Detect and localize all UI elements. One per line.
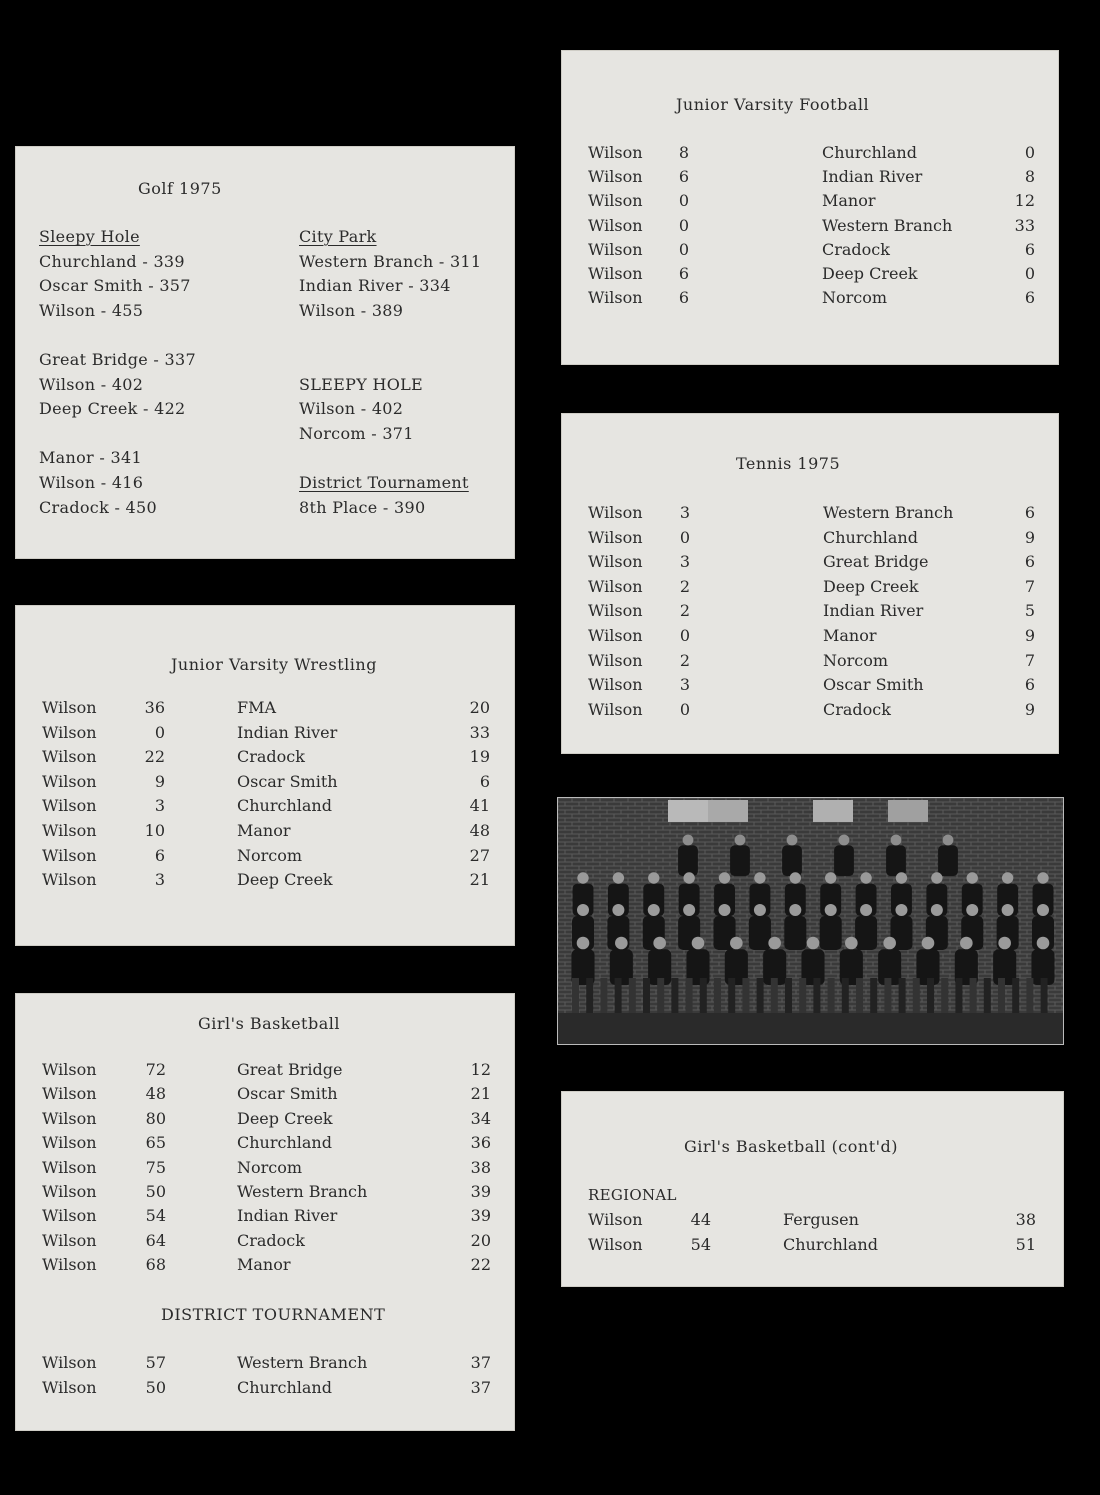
team-name: Wilson: [588, 675, 643, 695]
golf-score-line: Oscar Smith - 357: [39, 276, 191, 296]
team-score: 6: [678, 264, 689, 283]
team-score: 75: [145, 1157, 166, 1177]
result-row: [562, 216, 1058, 240]
team-score: 2: [679, 601, 690, 621]
result-row: [16, 870, 514, 894]
opponent-score: 39: [470, 1182, 491, 1201]
team-score: 3: [154, 796, 165, 816]
opponent-name: Western Branch: [237, 1182, 368, 1201]
result-row: [16, 1060, 514, 1084]
opponent-score: 37: [470, 1377, 491, 1397]
result-row: [16, 1206, 514, 1230]
opponent-name: Indian River: [822, 167, 923, 187]
golf-score-line: Wilson - 455: [39, 300, 144, 320]
team-name: Wilson: [42, 1182, 97, 1201]
team-score: 3: [679, 552, 690, 572]
team-name: Wilson: [42, 747, 97, 767]
team-name: Wilson: [588, 576, 643, 596]
opponent-name: Great Bridge: [823, 552, 929, 572]
team-name: Wilson: [588, 215, 643, 235]
team-score: 10: [144, 821, 165, 840]
opponent-name: Indian River: [823, 601, 924, 621]
opponent-name: Manor: [823, 626, 877, 645]
opponent-name: Western Branch: [822, 215, 953, 235]
result-row: [16, 1158, 514, 1182]
golf-score-line: Churchland - 339: [39, 251, 185, 271]
team-name: Wilson: [42, 698, 97, 717]
golf-course-heading: City Park: [299, 227, 377, 246]
team-name: Wilson: [42, 1060, 97, 1079]
team-name: Wilson: [588, 288, 643, 308]
golf-score-line: Wilson - 402: [299, 399, 404, 419]
opponent-score: 9: [1024, 626, 1035, 645]
team-score: 0: [154, 722, 165, 742]
team-score: 50: [145, 1182, 166, 1201]
regional-heading: REGIONAL: [588, 1186, 677, 1204]
golf-score-line: Indian River - 334: [299, 276, 451, 296]
opponent-score: 6: [1024, 552, 1035, 572]
team-score: 22: [144, 747, 165, 767]
golf-score-line: Cradock - 450: [39, 497, 157, 517]
team-score: 3: [679, 675, 690, 695]
opponent-name: Cradock: [237, 1230, 305, 1250]
team-name: Wilson: [42, 1377, 97, 1397]
opponent-name: Churchland: [822, 143, 917, 162]
team-score: 72: [145, 1060, 166, 1079]
team-name: Wilson: [588, 191, 643, 211]
opponent-name: Deep Creek: [237, 1108, 333, 1128]
team-name: Wilson: [588, 552, 643, 572]
opponent-name: Oscar Smith: [237, 771, 338, 791]
golf-score-line: Norcom - 371: [299, 423, 414, 443]
team-name: Wilson: [42, 870, 97, 890]
opponent-score: 6: [1024, 503, 1035, 522]
team-score: 54: [690, 1234, 711, 1254]
golf-score-line: Manor - 341: [39, 448, 142, 468]
opponent-score: 12: [470, 1060, 491, 1079]
golf-score-line: 8th Place - 390: [299, 497, 426, 517]
result-row: [562, 191, 1058, 215]
girls-basketball-title: Girl's Basketball: [198, 1014, 340, 1033]
opponent-name: Fergusen: [783, 1210, 859, 1229]
result-row: [562, 288, 1058, 312]
opponent-name: Indian River: [237, 1206, 338, 1226]
result-row: [562, 1235, 1063, 1259]
team-photograph: [557, 797, 1064, 1045]
golf-card: [15, 146, 515, 559]
opponent-score: 9: [1024, 527, 1035, 547]
team-name: Wilson: [588, 239, 643, 259]
opponent-name: Deep Creek: [823, 576, 919, 596]
opponent-name: Western Branch: [237, 1353, 368, 1372]
girls-basketball-card: [15, 993, 515, 1431]
team-name: Wilson: [588, 264, 643, 283]
team-score: 3: [679, 503, 690, 522]
result-row: [16, 1133, 514, 1157]
result-row: [562, 1210, 1063, 1234]
result-row: [16, 1231, 514, 1255]
jv-wrestling-title: Junior Varsity Wrestling: [171, 655, 377, 674]
team-score: 9: [154, 771, 165, 791]
team-name: Wilson: [42, 845, 97, 865]
result-row: [16, 821, 514, 845]
team-score: 2: [679, 650, 690, 670]
team-score: 65: [145, 1133, 166, 1153]
opponent-name: Churchland: [237, 1377, 332, 1397]
opponent-score: 51: [1015, 1234, 1036, 1254]
team-name: Wilson: [42, 1255, 97, 1275]
team-name: Wilson: [42, 1157, 97, 1177]
team-name: Wilson: [42, 722, 97, 742]
result-row: [16, 846, 514, 870]
team-name: Wilson: [42, 1084, 97, 1104]
golf-score-line: Wilson - 402: [39, 374, 144, 394]
team-score: 0: [678, 215, 689, 235]
opponent-name: Oscar Smith: [237, 1084, 338, 1104]
team-score: 0: [678, 191, 689, 211]
golf-score-line: Wilson - 416: [39, 473, 144, 492]
team-name: Wilson: [42, 1206, 97, 1226]
result-row: [16, 1378, 514, 1402]
result-row: [16, 698, 514, 722]
team-score: 6: [154, 845, 165, 865]
opponent-score: 9: [1024, 699, 1035, 719]
opponent-name: Deep Creek: [822, 264, 918, 283]
opponent-name: Churchland: [823, 527, 918, 547]
opponent-score: 7: [1024, 576, 1035, 596]
team-name: Wilson: [42, 1230, 97, 1250]
team-score: 6: [678, 167, 689, 187]
opponent-name: Manor: [822, 191, 876, 211]
team-name: Wilson: [588, 626, 643, 645]
result-row: [562, 503, 1058, 527]
opponent-score: 8: [1024, 167, 1035, 187]
opponent-score: 0: [1024, 143, 1035, 162]
tennis-card: [561, 413, 1059, 754]
result-row: [16, 772, 514, 796]
result-row: [562, 552, 1058, 576]
team-score: 3: [154, 870, 165, 890]
result-row: [562, 700, 1058, 724]
golf-score-line: SLEEPY HOLE: [299, 374, 424, 394]
opponent-score: 27: [469, 845, 490, 865]
result-row: [562, 651, 1058, 675]
golf-course-heading: Sleepy Hole: [39, 227, 140, 246]
opponent-score: 20: [469, 698, 490, 717]
opponent-name: Churchland: [783, 1234, 878, 1254]
opponent-score: 38: [1015, 1210, 1036, 1229]
opponent-score: 21: [470, 1084, 491, 1104]
team-score: 0: [679, 527, 690, 547]
opponent-score: 12: [1014, 191, 1035, 211]
team-name: Wilson: [42, 1108, 97, 1128]
opponent-score: 48: [469, 821, 490, 840]
opponent-name: Norcom: [237, 845, 303, 865]
golf-score-line: Wilson - 389: [299, 300, 404, 320]
opponent-score: 0: [1024, 264, 1035, 283]
opponent-name: Great Bridge: [237, 1060, 343, 1079]
golf-score-line: Western Branch - 311: [299, 251, 482, 271]
jv-football-title: Junior Varsity Football: [676, 95, 870, 114]
opponent-score: 36: [470, 1133, 491, 1153]
opponent-name: Manor: [237, 821, 291, 840]
team-score: 8: [678, 143, 689, 162]
team-score: 57: [145, 1353, 166, 1372]
team-score: 50: [145, 1377, 166, 1397]
team-name: Wilson: [588, 601, 643, 621]
team-name: Wilson: [588, 527, 643, 547]
result-row: [562, 167, 1058, 191]
jv-wrestling-card: [15, 605, 515, 946]
opponent-name: Norcom: [822, 288, 888, 308]
opponent-name: Western Branch: [823, 503, 954, 522]
opponent-name: Deep Creek: [237, 870, 333, 890]
team-score: 48: [145, 1084, 166, 1104]
opponent-score: 19: [469, 747, 490, 767]
team-score: 36: [144, 698, 165, 717]
opponent-score: 39: [470, 1206, 491, 1226]
result-row: [562, 240, 1058, 264]
result-row: [16, 747, 514, 771]
jv-football-card: [561, 50, 1059, 365]
result-row: [562, 601, 1058, 625]
golf-course-heading: District Tournament: [299, 473, 469, 492]
opponent-score: 6: [1024, 239, 1035, 259]
golf-score-line: Great Bridge - 337: [39, 350, 196, 369]
result-row: [562, 577, 1058, 601]
opponent-score: 5: [1024, 601, 1035, 621]
opponent-name: FMA: [237, 698, 277, 717]
result-row: [562, 143, 1058, 167]
opponent-name: Churchland: [237, 1133, 332, 1153]
opponent-score: 33: [1014, 215, 1035, 235]
result-row: [562, 264, 1058, 288]
team-score: 6: [678, 288, 689, 308]
opponent-name: Cradock: [823, 699, 891, 719]
result-row: [16, 723, 514, 747]
team-name: Wilson: [588, 650, 643, 670]
opponent-score: 20: [470, 1230, 491, 1250]
opponent-name: Norcom: [237, 1157, 303, 1177]
opponent-score: 6: [1024, 288, 1035, 308]
team-score: 0: [679, 626, 690, 645]
opponent-score: 33: [469, 722, 490, 742]
team-score: 64: [145, 1230, 166, 1250]
opponent-score: 6: [479, 771, 490, 791]
golf-score-line: Deep Creek - 422: [39, 399, 186, 419]
team-score: 54: [145, 1206, 166, 1226]
team-name: Wilson: [588, 1234, 643, 1254]
girls-basketball-cont-title: Girl's Basketball (cont'd): [684, 1137, 899, 1156]
team-name: Wilson: [588, 1210, 643, 1229]
opponent-name: Cradock: [822, 239, 890, 259]
golf-title: Golf 1975: [138, 179, 222, 198]
team-name: Wilson: [588, 699, 643, 719]
opponent-name: Oscar Smith: [823, 675, 924, 695]
result-row: [16, 1084, 514, 1108]
opponent-name: Manor: [237, 1255, 291, 1275]
team-name: Wilson: [42, 1133, 97, 1153]
team-score: 2: [679, 576, 690, 596]
result-row: [16, 1182, 514, 1206]
team-score: 80: [145, 1108, 166, 1128]
team-score: 0: [679, 699, 690, 719]
opponent-score: 6: [1024, 675, 1035, 695]
opponent-score: 22: [470, 1255, 491, 1275]
team-score: 68: [145, 1255, 166, 1275]
team-name: Wilson: [588, 503, 643, 522]
team-name: Wilson: [588, 143, 643, 162]
result-row: [16, 796, 514, 820]
team-name: Wilson: [42, 821, 97, 840]
opponent-score: 41: [469, 796, 490, 816]
team-name: Wilson: [588, 167, 643, 187]
tennis-title: Tennis 1975: [736, 454, 841, 473]
opponent-score: 37: [470, 1353, 491, 1372]
result-row: [562, 626, 1058, 650]
result-row: [562, 675, 1058, 699]
team-photo-illustration: [558, 798, 1064, 1045]
result-row: [562, 528, 1058, 552]
opponent-score: 34: [470, 1108, 491, 1128]
opponent-name: Norcom: [823, 650, 889, 670]
team-score: 44: [690, 1210, 711, 1229]
team-score: 0: [678, 239, 689, 259]
result-row: [16, 1255, 514, 1279]
girls-basketball-cont-card: [561, 1091, 1064, 1287]
opponent-name: Indian River: [237, 722, 338, 742]
team-name: Wilson: [42, 771, 97, 791]
team-name: Wilson: [42, 1353, 97, 1372]
result-row: [16, 1109, 514, 1133]
team-name: Wilson: [42, 796, 97, 816]
opponent-name: Churchland: [237, 796, 332, 816]
opponent-name: Cradock: [237, 747, 305, 767]
result-row: [16, 1353, 514, 1377]
opponent-score: 7: [1024, 650, 1035, 670]
opponent-score: 21: [469, 870, 490, 890]
district-tournament-heading: DISTRICT TOURNAMENT: [161, 1305, 386, 1324]
opponent-score: 38: [470, 1157, 491, 1177]
